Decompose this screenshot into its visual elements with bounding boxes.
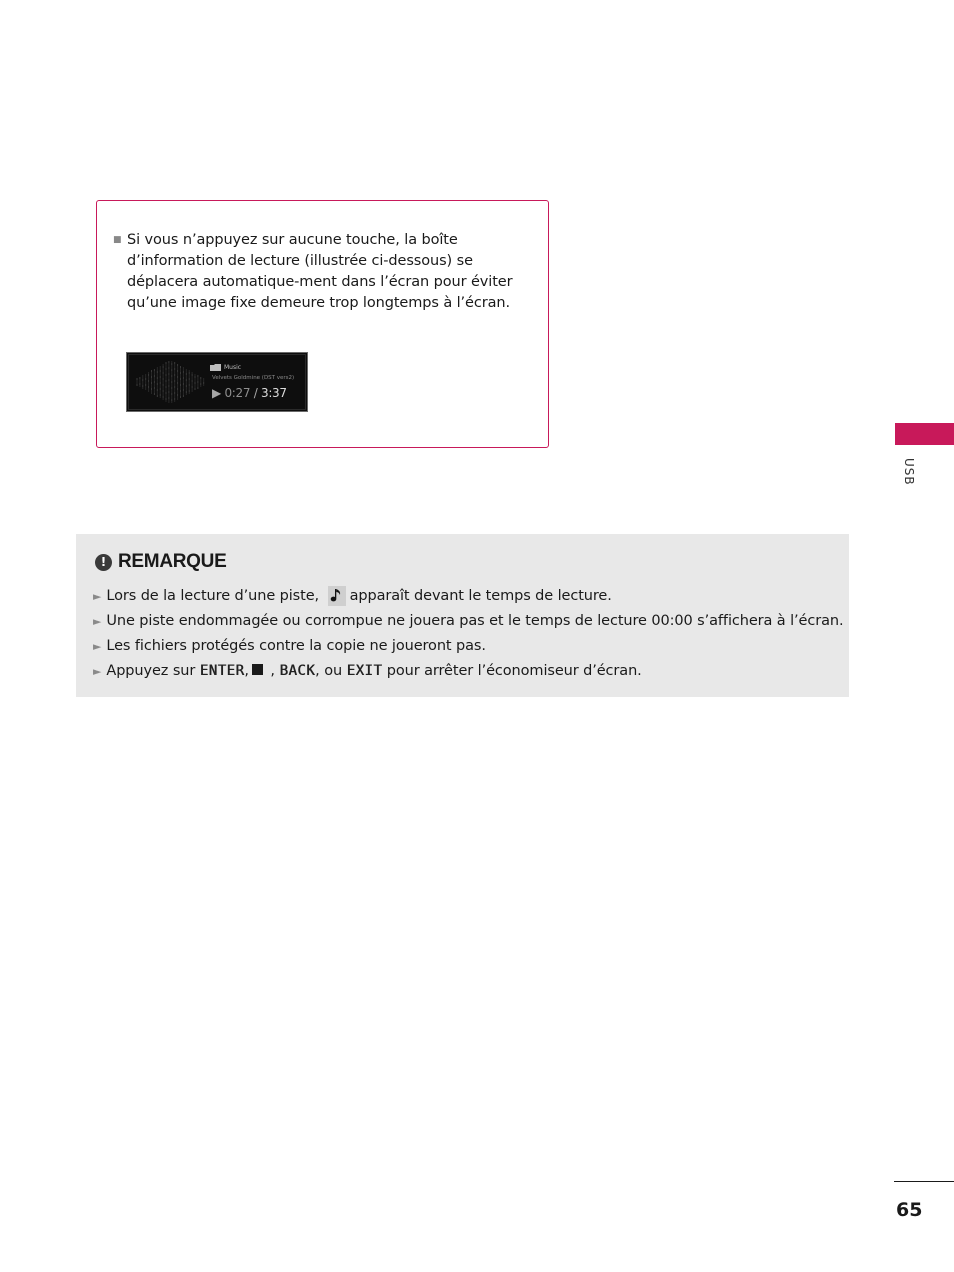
note-item3-text: Les fichiers protégés contre la copie ne joueront pas. [106,638,486,654]
player-track-title: Velvets Goldmine (DST vers2) [212,375,295,381]
remarque-header [95,551,226,573]
list-item [93,634,843,659]
arrow-right-icon: ► [93,665,102,678]
remarque-title: REMARQUE [118,551,227,572]
note-item4-text-b: pour arrêter l’économiseur d’écran. [382,663,642,679]
remarque-list [93,584,843,684]
note-item4-sep3: , ou [315,663,347,679]
arrow-right-icon: ► [93,640,102,653]
note-item4-text-a: Appuyez sur [106,663,200,679]
player-category: Music [224,364,242,371]
exclamation-icon: ! [95,554,112,571]
enter-key-label: ENTER [199,663,245,679]
info-paragraph [113,230,533,314]
note-item1-text-b: apparaît devant le temps de lecture. [349,588,612,604]
section-label: USB [902,458,916,486]
note-item1-text-a: Lors de la lecture d’une piste, [106,588,320,604]
note-item4-sep1: , [244,663,249,679]
page-number: 65 [896,1199,923,1221]
music-folder-icon [210,364,221,371]
section-tab-marker [895,423,954,445]
footer-rule [894,1181,954,1182]
list-item [93,659,843,684]
bullet-square: ■ [113,235,122,245]
player-total-time: 3:37 [260,386,287,400]
note-item4-sep2: , [265,663,275,679]
arrow-right-icon: ► [93,615,102,628]
remarque-panel [76,534,849,697]
back-key-label: BACK [279,663,316,679]
music-note-icon [328,586,346,606]
arrow-right-icon: ► [93,590,102,603]
stop-icon [252,664,263,675]
info-text: Si vous n’appuyez sur aucune touche, la boîte d’information de lecture (illustrée ci-dessous) se déplacera automatique-ment dans l’écran pour éviter qu’une image fixe demeure trop longtemps à l’écran. [127,232,513,311]
player-time-separator: / [250,386,261,400]
note-item2-text: Une piste endommagée ou corrompue ne jouera pas et le temps de lecture 00:00 s’affichera à l’écran. [106,613,844,629]
music-visualizer-graphic [135,358,207,406]
play-icon: ▶ [212,386,221,400]
list-item [93,584,843,609]
player-current-time: 0:27 [224,386,251,400]
player-info-screenshot [126,352,308,412]
info-box [96,200,549,448]
player-time [212,385,287,401]
list-item [93,609,843,634]
exit-key-label: EXIT [346,663,383,679]
